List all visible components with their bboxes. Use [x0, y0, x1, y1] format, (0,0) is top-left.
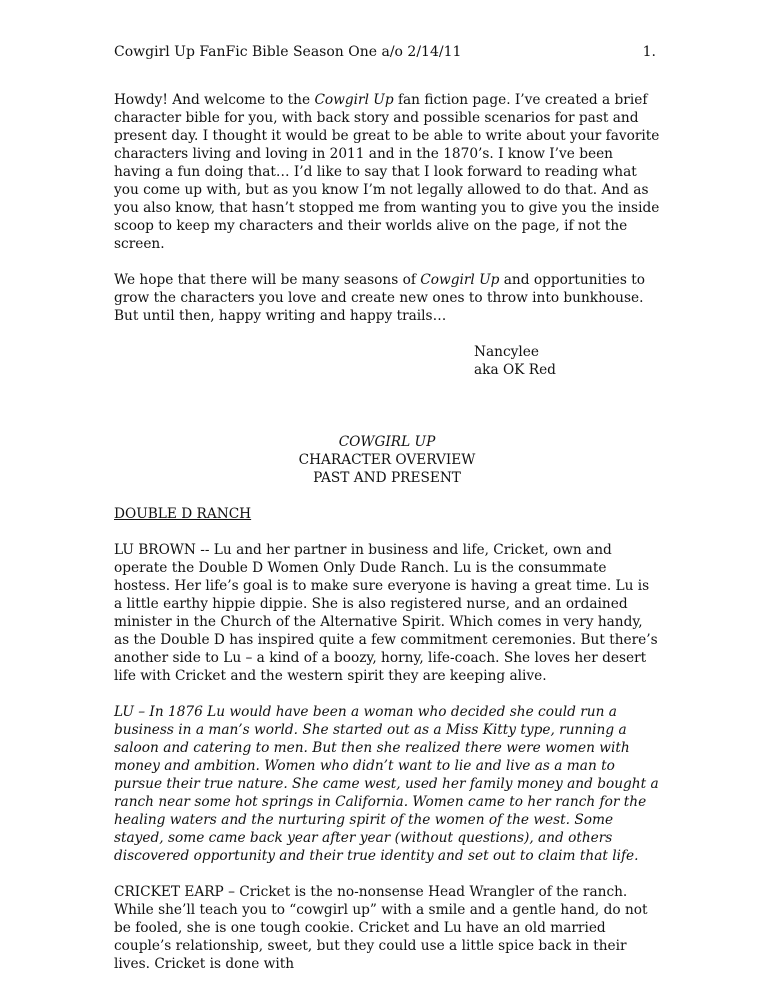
- seasons-text-start: We hope that there will be many seasons of: [114, 272, 421, 288]
- seasons-paragraph: [114, 271, 660, 325]
- overview-line-3: PAST AND PRESENT: [313, 470, 461, 486]
- overview-show-title: COWGIRL UP: [338, 434, 436, 450]
- signature-name: Nancylee: [474, 344, 539, 360]
- lu-past-text: LU – In 1876 Lu would have been a woman who decided she could run a business in a man’s world. She started out as a Miss Kitty type, running a saloon and catering to men. But then she realized there were women with money and ambition. Women who didn’t want to lie and live as a man to pursue their true nature. She came west, used her family money and bought a ranch near some hot springs in California. Women came to her ranch for the healing waters and the nurturing spirit of the women of the west. Some stayed, some came back year after year (without questions), and others discovered opportunity and their true identity and set out to claim that life.: [114, 704, 659, 864]
- header-title: Cowgirl Up FanFic Bible Season One a/o 2/14/11: [114, 44, 462, 60]
- seasons-text-rest: and opportunities to grow the characters you love and create new ones to throw into bunkhouse. But until then, happy writing and happy trails…: [114, 272, 645, 324]
- cricket-present-paragraph: CRICKET EARP – Cricket is the no-nonsense Head Wrangler of the ranch. While she’ll teach you to “cowgirl up” with a smile and a gentle hand, do not be fooled, she is one tough cookie. Cricket and Lu have an old married couple’s relationship, sweet, but they could use a little spice back in their lives. Cricket is done with: [114, 884, 648, 972]
- intro-text-start: Howdy! And welcome to the: [114, 92, 315, 108]
- overview-title-block: [114, 433, 660, 487]
- page-number: 1.: [642, 44, 656, 60]
- intro-paragraph: [114, 91, 660, 253]
- lu-past-paragraph: [114, 703, 660, 865]
- signature-aka: aka OK Red: [474, 362, 556, 378]
- document-body: [114, 91, 660, 991]
- intro-text-rest: fan fiction page. I’ve created a brief character bible for you, with back story and possible scenarios for past and present day. I thought it would be great to be able to write about your favorite characters living and loving in 2011 and in the 1870’s. I know I’ve been having a fun doing that… I’d like to say that I look forward to reading what you come up with, but as you know I’m not legally allowed to do that. And as you also know, that hasn’t stopped me from wanting you to give you the inside scoop to keep my characters and their worlds alive on the page, if not the screen.: [114, 92, 660, 252]
- signature-block: [474, 343, 660, 379]
- show-title-italic: Cowgirl Up: [314, 92, 394, 108]
- overview-line-2: CHARACTER OVERVIEW: [298, 452, 476, 468]
- show-title-italic: Cowgirl Up: [420, 272, 500, 288]
- overview-line-1: [114, 433, 660, 451]
- lu-present-paragraph: LU BROWN -- Lu and her partner in business and life, Cricket, own and operate the Double D Women Only Dude Ranch. Lu is the consummate hostess. Her life’s goal is to make sure everyone is having a great time. Lu is a little earthy hippie dippie. She is also registered nurse, and an ordained minister in the Church of the Alternative Spirit. Which comes in very handy, as the Double D has inspired quite a few commitment ceremonies. But there’s another side to Lu – a kind of a boozy, horny, life-coach. She loves her desert life with Cricket and the western spirit they are keeping alive.: [114, 542, 658, 684]
- section-heading: DOUBLE D RANCH: [114, 506, 252, 522]
